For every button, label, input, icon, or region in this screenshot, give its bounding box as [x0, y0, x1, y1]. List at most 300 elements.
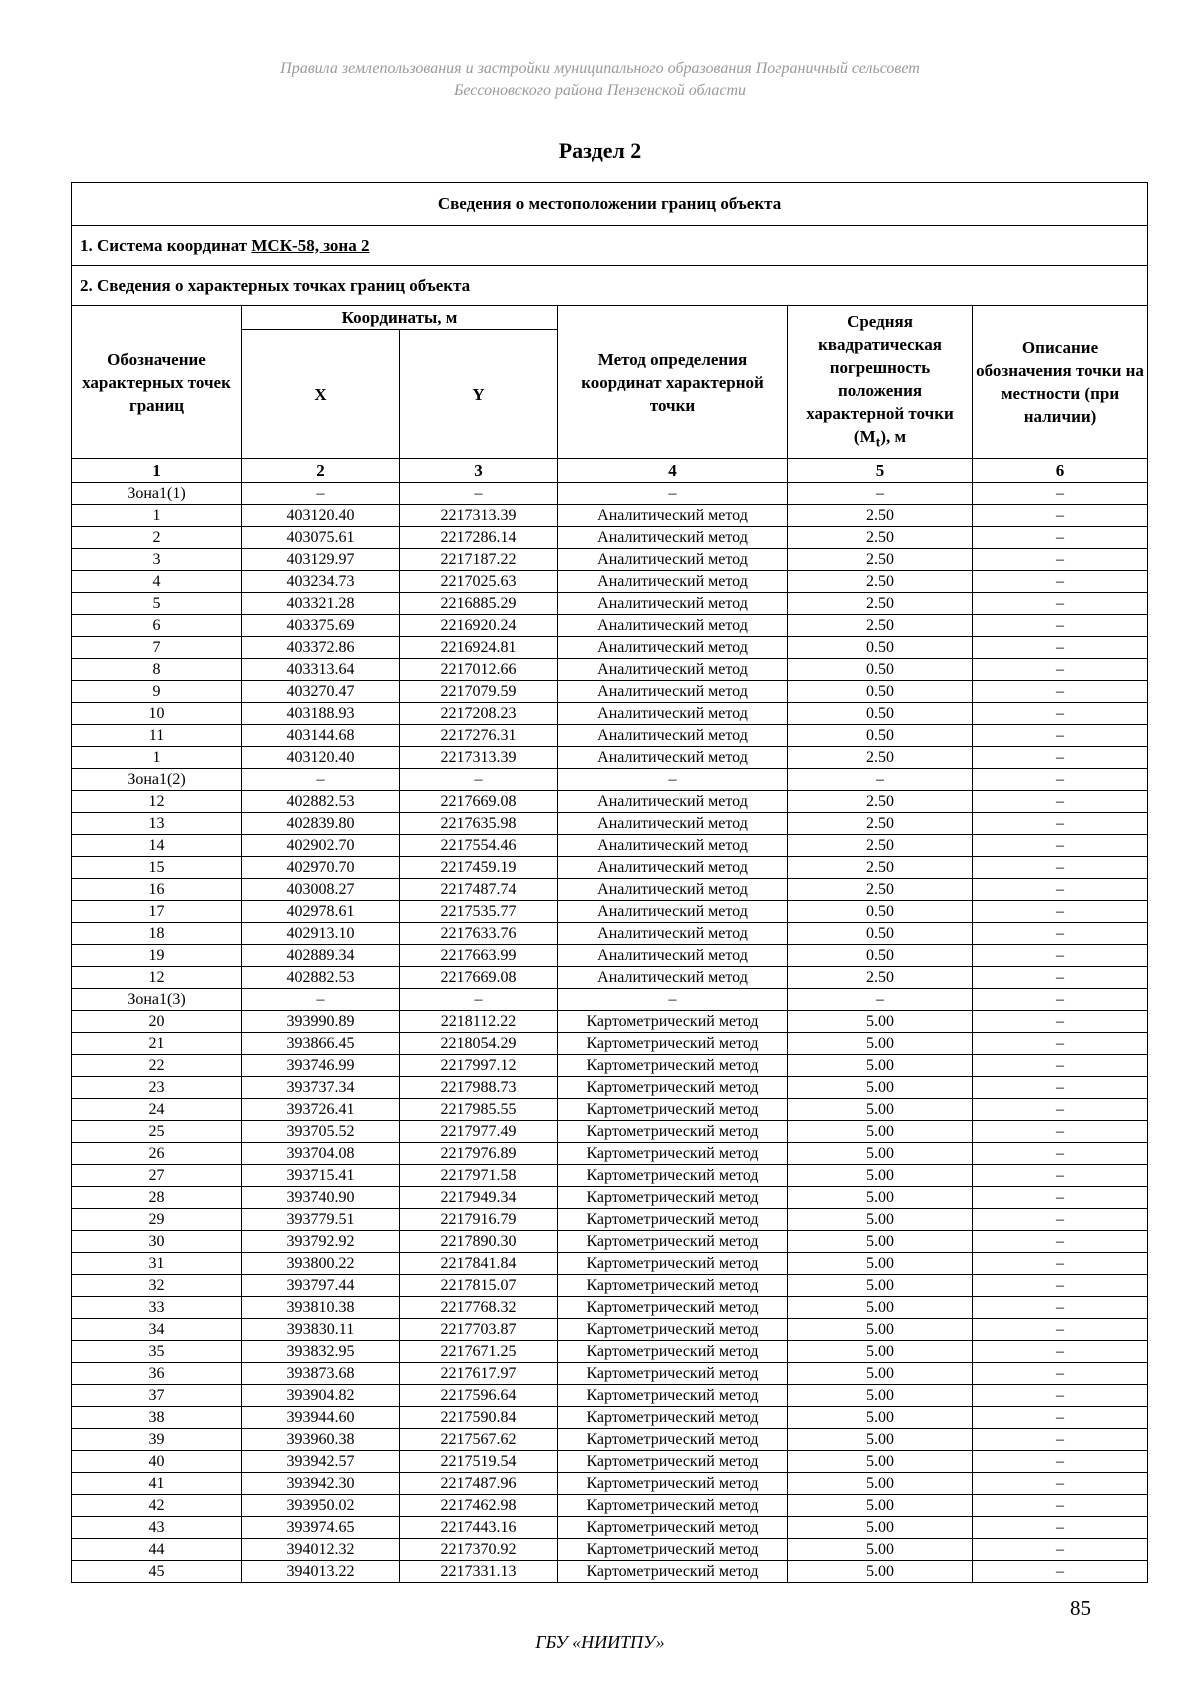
coordinate-y: 2217519.54 [400, 1451, 558, 1473]
point-designation: 21 [72, 1033, 242, 1055]
point-description: – [973, 1121, 1148, 1143]
table-row [72, 813, 1148, 835]
coordinate-y: – [400, 769, 558, 791]
method: Картометрический метод [558, 1209, 788, 1231]
coordinate-y: 2217331.13 [400, 1561, 558, 1583]
coordinate-system-value: МСК-58, зона 2 [251, 235, 370, 255]
position-error: 5.00 [788, 1033, 973, 1055]
coordinate-x: 403075.61 [242, 527, 400, 549]
coordinate-y: 2218112.22 [400, 1011, 558, 1033]
point-description: – [973, 1561, 1148, 1583]
position-error: 5.00 [788, 1341, 973, 1363]
table-row [72, 725, 1148, 747]
header-error [788, 306, 973, 459]
coordinate-x: 402978.61 [242, 901, 400, 923]
coordinate-y: 2217487.96 [400, 1473, 558, 1495]
point-designation: 38 [72, 1407, 242, 1429]
method: Картометрический метод [558, 1099, 788, 1121]
method: Аналитический метод [558, 725, 788, 747]
method: Картометрический метод [558, 1473, 788, 1495]
coordinate-x: 393960.38 [242, 1429, 400, 1451]
coordinate-system-label: 1. Система координат [80, 235, 248, 255]
table-row [72, 1231, 1148, 1253]
coordinate-x: 393904.82 [242, 1385, 400, 1407]
header-error-tail: ), м [880, 426, 907, 446]
coordinate-x: 393942.30 [242, 1473, 400, 1495]
running-header-line-2: Бессоновского района Пензенской области [453, 82, 747, 99]
coordinate-y: 2217276.31 [400, 725, 558, 747]
coordinate-x: 403144.68 [242, 725, 400, 747]
coordinate-y: 2217703.87 [400, 1319, 558, 1341]
table-row [72, 1275, 1148, 1297]
position-error: 5.00 [788, 1407, 973, 1429]
point-designation: 16 [72, 879, 242, 901]
table-row [72, 681, 1148, 703]
coordinate-x: 393715.41 [242, 1165, 400, 1187]
point-designation: 39 [72, 1429, 242, 1451]
coordinate-x: 403372.86 [242, 637, 400, 659]
position-error: 2.50 [788, 813, 973, 835]
coordinate-y: 2217208.23 [400, 703, 558, 725]
method: Картометрический метод [558, 1407, 788, 1429]
table-row [72, 483, 1148, 505]
coordinate-y: 2217535.77 [400, 901, 558, 923]
table-row [72, 1473, 1148, 1495]
point-designation: 32 [72, 1275, 242, 1297]
method: Картометрический метод [558, 1451, 788, 1473]
position-error: – [788, 769, 973, 791]
point-description: – [973, 615, 1148, 637]
column-number: 4 [558, 459, 788, 483]
point-description: – [973, 593, 1148, 615]
running-header [0, 58, 1200, 102]
coordinate-x: 403129.97 [242, 549, 400, 571]
position-error: 0.50 [788, 681, 973, 703]
method: – [558, 483, 788, 505]
coordinate-y: 2217949.34 [400, 1187, 558, 1209]
coordinate-x: 402970.70 [242, 857, 400, 879]
coordinate-x: 393726.41 [242, 1099, 400, 1121]
coordinate-x: 393800.22 [242, 1253, 400, 1275]
point-description: – [973, 1033, 1148, 1055]
point-description: – [973, 769, 1148, 791]
method: Картометрический метод [558, 1077, 788, 1099]
method: – [558, 769, 788, 791]
point-designation: 3 [72, 549, 242, 571]
position-error: 5.00 [788, 1121, 973, 1143]
point-description: – [973, 879, 1148, 901]
point-description: – [973, 967, 1148, 989]
coordinate-x: 402839.80 [242, 813, 400, 835]
point-description: – [973, 1451, 1148, 1473]
point-designation: 18 [72, 923, 242, 945]
point-description: – [973, 1385, 1148, 1407]
point-designation: 44 [72, 1539, 242, 1561]
point-designation: 14 [72, 835, 242, 857]
position-error: – [788, 483, 973, 505]
position-error: 2.50 [788, 571, 973, 593]
method: Аналитический метод [558, 505, 788, 527]
point-designation: 9 [72, 681, 242, 703]
position-error: 5.00 [788, 1561, 973, 1583]
coordinate-y: 2217977.49 [400, 1121, 558, 1143]
coordinate-y: 2217671.25 [400, 1341, 558, 1363]
coordinate-x: 403270.47 [242, 681, 400, 703]
running-header-line-1: Правила землепользования и застройки муниципального образования Пограничный сельсовет [280, 60, 920, 77]
table-row [72, 1385, 1148, 1407]
coordinate-y: 2217079.59 [400, 681, 558, 703]
coordinate-y: 2217635.98 [400, 813, 558, 835]
method: Аналитический метод [558, 967, 788, 989]
header-y: Y [400, 330, 558, 459]
method: Аналитический метод [558, 571, 788, 593]
coordinate-x: 394013.22 [242, 1561, 400, 1583]
coordinate-y: 2217462.98 [400, 1495, 558, 1517]
point-description: – [973, 923, 1148, 945]
method: Аналитический метод [558, 879, 788, 901]
position-error: 5.00 [788, 1077, 973, 1099]
coordinate-x: 393737.34 [242, 1077, 400, 1099]
position-error: 0.50 [788, 901, 973, 923]
point-designation: 5 [72, 593, 242, 615]
coordinate-x: 393832.95 [242, 1341, 400, 1363]
coordinate-x: 393740.90 [242, 1187, 400, 1209]
table-row [72, 1187, 1148, 1209]
point-designation: Зона1(1) [72, 483, 242, 505]
coordinate-x: 393704.08 [242, 1143, 400, 1165]
method: Аналитический метод [558, 945, 788, 967]
coordinate-y: 2217459.19 [400, 857, 558, 879]
boundary-points-table [71, 182, 1148, 1583]
table-row [72, 571, 1148, 593]
coordinate-x: – [242, 769, 400, 791]
point-description: – [973, 747, 1148, 769]
coordinate-x: 403375.69 [242, 615, 400, 637]
table-row [72, 923, 1148, 945]
coordinate-y: 2216924.81 [400, 637, 558, 659]
point-description: – [973, 1209, 1148, 1231]
point-designation: 4 [72, 571, 242, 593]
table-row [72, 1011, 1148, 1033]
method: Картометрический метод [558, 1143, 788, 1165]
header-coordinates: Координаты, м [242, 306, 558, 330]
column-number: 3 [400, 459, 558, 483]
point-designation: 12 [72, 967, 242, 989]
method: Картометрический метод [558, 1011, 788, 1033]
point-designation: 45 [72, 1561, 242, 1583]
table-row [72, 945, 1148, 967]
coordinate-y: 2216885.29 [400, 593, 558, 615]
point-designation: 36 [72, 1363, 242, 1385]
point-description: – [973, 1231, 1148, 1253]
coordinate-y: 2217669.08 [400, 791, 558, 813]
table-row [72, 1209, 1148, 1231]
table-row [72, 1517, 1148, 1539]
position-error: 2.50 [788, 505, 973, 527]
coordinate-x: 393866.45 [242, 1033, 400, 1055]
method: Аналитический метод [558, 923, 788, 945]
table-title: Сведения о местоположении границ объекта [72, 183, 1148, 226]
point-designation: 6 [72, 615, 242, 637]
coordinate-x: 393779.51 [242, 1209, 400, 1231]
method: Аналитический метод [558, 549, 788, 571]
coordinate-y: 2217985.55 [400, 1099, 558, 1121]
position-error: 5.00 [788, 1517, 973, 1539]
coordinate-y: 2217997.12 [400, 1055, 558, 1077]
coordinate-y: 2217554.46 [400, 835, 558, 857]
position-error: 5.00 [788, 1187, 973, 1209]
method: Картометрический метод [558, 1253, 788, 1275]
point-designation: 20 [72, 1011, 242, 1033]
method: Картометрический метод [558, 1297, 788, 1319]
point-description: – [973, 1253, 1148, 1275]
position-error: 5.00 [788, 1055, 973, 1077]
method: Аналитический метод [558, 659, 788, 681]
header-error-sub: t [875, 434, 881, 451]
table-row [72, 1407, 1148, 1429]
method: Аналитический метод [558, 637, 788, 659]
point-description: – [973, 1165, 1148, 1187]
point-designation: 29 [72, 1209, 242, 1231]
coordinate-y: 2217841.84 [400, 1253, 558, 1275]
page-number: 85 [1070, 1596, 1091, 1620]
point-designation: 25 [72, 1121, 242, 1143]
table-row [72, 1495, 1148, 1517]
point-description: – [973, 1517, 1148, 1539]
coordinate-x: 393944.60 [242, 1407, 400, 1429]
point-description: – [973, 1297, 1148, 1319]
point-description: – [973, 835, 1148, 857]
point-designation: 30 [72, 1231, 242, 1253]
coordinate-y: 2217971.58 [400, 1165, 558, 1187]
point-designation: 10 [72, 703, 242, 725]
position-error: 5.00 [788, 1473, 973, 1495]
point-designation: 1 [72, 747, 242, 769]
table-row [72, 1033, 1148, 1055]
table-row [72, 857, 1148, 879]
point-designation: 41 [72, 1473, 242, 1495]
table-row [72, 1077, 1148, 1099]
point-description: – [973, 571, 1148, 593]
table-row [72, 1165, 1148, 1187]
coordinate-y: 2217617.97 [400, 1363, 558, 1385]
table-row [72, 989, 1148, 1011]
coordinate-y: 2217487.74 [400, 879, 558, 901]
coordinate-x: 393830.11 [242, 1319, 400, 1341]
point-designation: 2 [72, 527, 242, 549]
position-error: 5.00 [788, 1231, 973, 1253]
table-row [72, 1297, 1148, 1319]
point-description: – [973, 1539, 1148, 1561]
point-designation: 33 [72, 1297, 242, 1319]
point-description: – [973, 483, 1148, 505]
point-description: – [973, 1495, 1148, 1517]
table-row [72, 835, 1148, 857]
position-error: 5.00 [788, 1209, 973, 1231]
table-row [72, 527, 1148, 549]
header-method: Метод определения координат характерной точки [558, 306, 788, 459]
point-designation: 23 [72, 1077, 242, 1099]
coordinate-x: 403234.73 [242, 571, 400, 593]
point-designation: 28 [72, 1187, 242, 1209]
position-error: 0.50 [788, 637, 973, 659]
coordinate-y: 2217988.73 [400, 1077, 558, 1099]
method: Аналитический метод [558, 593, 788, 615]
table-row [72, 593, 1148, 615]
method: Картометрический метод [558, 1517, 788, 1539]
coordinate-y: 2217025.63 [400, 571, 558, 593]
method: Картометрический метод [558, 1121, 788, 1143]
coordinate-y: 2217370.92 [400, 1539, 558, 1561]
coordinate-x: 393873.68 [242, 1363, 400, 1385]
coordinate-y: 2217768.32 [400, 1297, 558, 1319]
method: Картометрический метод [558, 1055, 788, 1077]
method: Аналитический метод [558, 813, 788, 835]
position-error: 0.50 [788, 703, 973, 725]
table-row [72, 791, 1148, 813]
position-error: 5.00 [788, 1011, 973, 1033]
method: Картометрический метод [558, 1187, 788, 1209]
point-designation: 22 [72, 1055, 242, 1077]
coordinate-x: 403188.93 [242, 703, 400, 725]
coordinate-x: – [242, 989, 400, 1011]
position-error: 5.00 [788, 1451, 973, 1473]
method: Аналитический метод [558, 703, 788, 725]
position-error: 2.50 [788, 593, 973, 615]
coordinate-y: – [400, 989, 558, 1011]
method: Картометрический метод [558, 1033, 788, 1055]
method: Картометрический метод [558, 1275, 788, 1297]
coordinate-y: 2217187.22 [400, 549, 558, 571]
method: Аналитический метод [558, 857, 788, 879]
point-description: – [973, 1429, 1148, 1451]
method: Картометрический метод [558, 1165, 788, 1187]
point-designation: 27 [72, 1165, 242, 1187]
position-error: 5.00 [788, 1099, 973, 1121]
table-body [72, 483, 1148, 1583]
coordinate-x: 402913.10 [242, 923, 400, 945]
coordinate-system-row [72, 226, 1148, 266]
column-number: 6 [973, 459, 1148, 483]
point-description: – [973, 1143, 1148, 1165]
coordinate-x: 403313.64 [242, 659, 400, 681]
point-description: – [973, 637, 1148, 659]
table-row [72, 505, 1148, 527]
coordinate-x: 403120.40 [242, 747, 400, 769]
position-error: 5.00 [788, 1297, 973, 1319]
coordinate-x: 393950.02 [242, 1495, 400, 1517]
point-description: – [973, 1363, 1148, 1385]
coordinate-x: 403008.27 [242, 879, 400, 901]
coordinate-y: 2217663.99 [400, 945, 558, 967]
table-row [72, 703, 1148, 725]
point-description: – [973, 505, 1148, 527]
position-error: 2.50 [788, 549, 973, 571]
point-designation: 12 [72, 791, 242, 813]
table-row [72, 637, 1148, 659]
column-number: 2 [242, 459, 400, 483]
points-section-title: 2. Сведения о характерных точках границ объекта [72, 266, 1148, 306]
position-error: 5.00 [788, 1165, 973, 1187]
coordinate-x: 394012.32 [242, 1539, 400, 1561]
coordinate-y: 2217313.39 [400, 747, 558, 769]
method: Картометрический метод [558, 1341, 788, 1363]
point-designation: 35 [72, 1341, 242, 1363]
point-designation: 19 [72, 945, 242, 967]
header-error-main: Средняя квадратическая погрешность положения характерной точки (M [806, 311, 954, 446]
point-designation: 13 [72, 813, 242, 835]
coordinate-x: 402889.34 [242, 945, 400, 967]
point-designation: 26 [72, 1143, 242, 1165]
position-error: 2.50 [788, 967, 973, 989]
table-row [72, 967, 1148, 989]
point-description: – [973, 1473, 1148, 1495]
point-description: – [973, 1319, 1148, 1341]
method: – [558, 989, 788, 1011]
coordinate-y: 2217596.64 [400, 1385, 558, 1407]
coordinate-y: 2217313.39 [400, 505, 558, 527]
footer-organization: ГБУ «НИИТПУ» [535, 1632, 665, 1652]
point-description: – [973, 813, 1148, 835]
point-description: – [973, 1055, 1148, 1077]
point-description: – [973, 659, 1148, 681]
point-designation: 37 [72, 1385, 242, 1407]
point-designation: 43 [72, 1517, 242, 1539]
section-title: Раздел 2 [558, 138, 642, 163]
position-error: 5.00 [788, 1385, 973, 1407]
point-description: – [973, 945, 1148, 967]
coordinate-x: 393942.57 [242, 1451, 400, 1473]
header-x: X [242, 330, 400, 459]
point-description: – [973, 681, 1148, 703]
point-description: – [973, 1275, 1148, 1297]
point-designation: Зона1(2) [72, 769, 242, 791]
point-designation: 40 [72, 1451, 242, 1473]
method: Картометрический метод [558, 1363, 788, 1385]
position-error: 0.50 [788, 923, 973, 945]
header-description: Описание обозначения точки на местности (при наличии) [973, 306, 1148, 459]
table-row [72, 1121, 1148, 1143]
position-error: 5.00 [788, 1143, 973, 1165]
coordinate-y: 2217567.62 [400, 1429, 558, 1451]
position-error: 5.00 [788, 1253, 973, 1275]
coordinate-x: – [242, 483, 400, 505]
coordinate-x: 393746.99 [242, 1055, 400, 1077]
table-row [72, 1341, 1148, 1363]
table-row [72, 549, 1148, 571]
position-error: 0.50 [788, 659, 973, 681]
point-description: – [973, 1099, 1148, 1121]
point-designation: 15 [72, 857, 242, 879]
coordinate-y: 2217815.07 [400, 1275, 558, 1297]
table-row [72, 1099, 1148, 1121]
point-description: – [973, 1407, 1148, 1429]
table-row [72, 1561, 1148, 1583]
point-description: – [973, 1077, 1148, 1099]
position-error: 0.50 [788, 725, 973, 747]
table-row [72, 1055, 1148, 1077]
coordinate-x: 393792.92 [242, 1231, 400, 1253]
table-row [72, 769, 1148, 791]
position-error: 0.50 [788, 945, 973, 967]
method: Аналитический метод [558, 615, 788, 637]
position-error: 2.50 [788, 835, 973, 857]
table-row [72, 1319, 1148, 1341]
coordinate-y: – [400, 483, 558, 505]
point-designation: 1 [72, 505, 242, 527]
coordinate-x: 393705.52 [242, 1121, 400, 1143]
table-row [72, 615, 1148, 637]
